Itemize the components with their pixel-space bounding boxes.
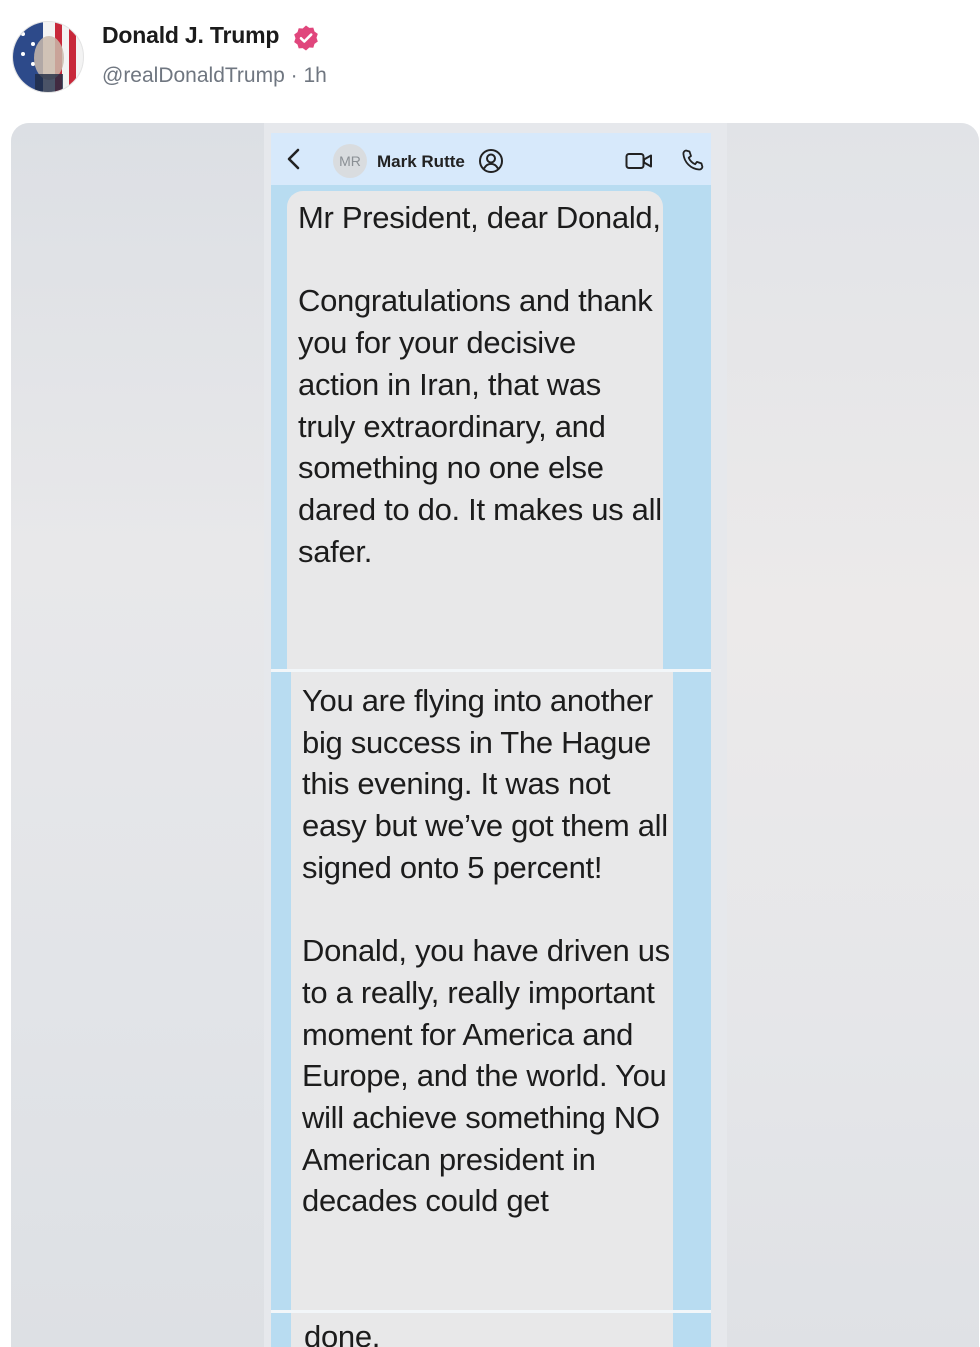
contact-name: Mark Rutte — [377, 152, 465, 171]
handle-and-time — [102, 64, 327, 88]
post-time[interactable]: 1h — [303, 64, 327, 87]
message-bubble — [291, 1313, 673, 1347]
chat-screenshot — [271, 133, 711, 1347]
media-blur-right — [727, 123, 979, 1347]
message-bubble — [291, 672, 673, 1310]
post-header — [0, 0, 980, 110]
post-media[interactable] — [11, 123, 979, 1347]
flag-portrait-avatar-icon — [13, 22, 83, 92]
meta-separator: · — [290, 64, 298, 87]
contact-avatar: MR — [333, 144, 367, 178]
media-blur-left — [11, 123, 264, 1347]
message-paragraph: Donald, you have driven us to a really, really important moment for America and Europe, and the world. You will achieve something NO American president in decades could get — [302, 933, 670, 1219]
message-paragraph: You are flying into another big success in The Hague this evening. It was not easy but we’ve got them all signed onto 5 percent! — [302, 683, 668, 885]
chat-header — [271, 133, 711, 185]
message-paragraph: Congratulations and thank you for your decisive action in Iran, that was truly extraordinary, and something no one else dared to do. It makes us all safer. — [298, 283, 662, 569]
contact-icon — [478, 148, 504, 174]
phone-call-icon — [681, 148, 705, 172]
video-call-icon — [625, 151, 653, 171]
author-avatar[interactable] — [12, 21, 84, 93]
message-bubble — [287, 191, 663, 669]
message-paragraph: done. — [304, 1319, 381, 1347]
message-paragraph: Mr President, dear Donald, — [298, 200, 661, 235]
author-name[interactable]: Donald J. Trump — [102, 22, 280, 48]
author-handle[interactable]: @realDonaldTrump — [102, 64, 285, 87]
verified-badge-icon — [292, 24, 320, 52]
back-chevron-icon — [283, 147, 305, 171]
